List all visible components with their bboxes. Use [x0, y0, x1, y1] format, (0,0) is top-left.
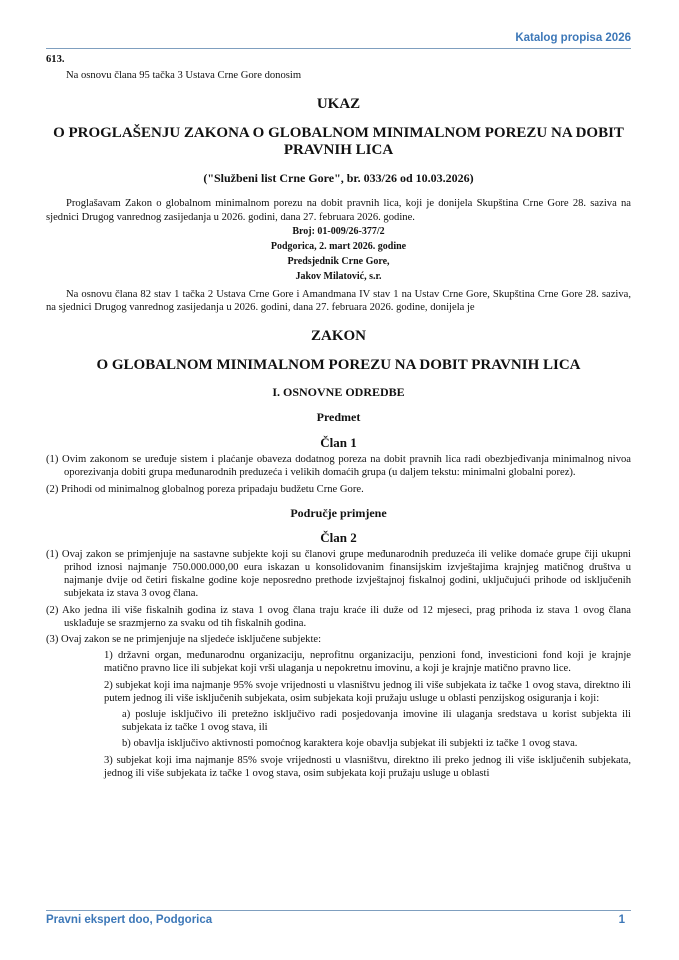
broj: Broj: 01-009/26-377/2: [292, 225, 385, 237]
clan-2-item-1: 1) državni organ, međunarodnu organizaciju, neprofitnu organizaciju, penzioni fond, investicioni fond koji je krajnje matično pravno lice ili subjekat koji vrši ulaganja u nepokretnu imovinu, a koji je krajnje matično pravno lice.: [104, 650, 631, 675]
clan-1-paragraph-2: (2) Prihodi od minimalnog globalnog poreza pripadaju budžetu Crne Gore.: [46, 483, 364, 495]
proclamation-text: Proglašavam Zakon o globalnom minimalnom porezu na dobit pravnih lica, koji je donijela Skupština Crne Gore 28. saziva na sjednici Drugog vanrednog zasijedanja u 2026. godini, dana 27. februara 2026. godine.: [46, 198, 631, 223]
clan-2-paragraph-1: (1) Ovaj zakon se primjenjuje na sastavne subjekte koji su članovi grupe međunarodnih preduzeća ili velike domaće grupe čiji ukupni prihod iznosi najmanje 750.000.000,00 eura iskazan u konsolidovanim finansijskim izvještajima krajnjeg matičnog društva u najmanje dvije od četiri fiskalne godine koje neposredno prethode izvještajnoj fiskalnoj godini, uključujući prihode od isključenih subjekata iz stava 3 ovog člana.: [46, 548, 631, 600]
clan-2-paragraph-3: (3) Ovaj zakon se ne primjenjuje na sljedeće isključene subjekte:: [46, 634, 322, 646]
clan-2-paragraph-2: (2) Ako jedna ili više fiskalnih godina iz stava 1 ovog člana traju kraće ili duže od 12 mjeseci, prag prihoda iz stava 1 ovog člana usklađuje se srazmjerno za svaku od tih fiskalnih godina.: [46, 604, 631, 629]
document-number: 613.: [46, 54, 65, 65]
place-date: Podgorica, 2. mart 2026. godine: [270, 240, 407, 252]
document-body: [46, 53, 631, 780]
heading-predmet: Predmet: [316, 410, 361, 425]
page-number: 1: [618, 914, 625, 926]
clan-2-item-2a: a) posluje isključivo ili pretežno isključivo radi posjedovanja imovine ili ulaganja sredstava u korist subjekta ili subjekata iz tačke 1 ovog stava, ili: [122, 709, 631, 734]
heading-podrucje: Područje primjene: [290, 505, 387, 520]
footer-publisher: Pravni ekspert doo, Podgorica: [46, 914, 213, 926]
ukaz-subtitle: O PROGLAŠENJU ZAKONA O GLOBALNOM MINIMALNOM POREZU NA DOBIT PRAVNIH LICA: [53, 125, 624, 159]
clan-2-title: Član 2: [320, 529, 357, 545]
page-header: [46, 28, 631, 49]
president-name: Jakov Milatović, s.r.: [295, 270, 382, 282]
section-heading: I. OSNOVNE ODREDBE: [272, 385, 405, 400]
page-footer: [46, 910, 631, 931]
clan-1-title: Član 1: [320, 435, 357, 451]
ukaz-title: UKAZ: [316, 96, 361, 113]
clan-2-item-2b: b) obavlja isključivo aktivnosti pomoćnog karaktera koje obavlja subjekat ili subjekti iz tačke 1 ovog stava.: [122, 738, 578, 750]
header-title: Katalog propisa 2026: [515, 32, 631, 44]
clan-2-item-3: 3) subjekat koji ima najmanje 85% svoje vrijednosti u vlasništvu, direktno ili preko jednog ili više isključenih subjekata, jednog ili više subjekata iz tačke 1 ovog stava, osim subjekata koji pružaju usluge u oblasti: [104, 754, 631, 779]
president-title: Predsjednik Crne Gore,: [287, 255, 390, 267]
zakon-subtitle: O GLOBALNOM MINIMALNOM POREZU NA DOBIT PRAVNIH LICA: [96, 357, 581, 374]
clan-2-item-2: 2) subjekat koji ima najmanje 95% svoje vrijednosti u vlasništvu jednog ili više subjekata iz tačke 1 ovog stava, direktno ili putem jednog ili više isključenih subjekata, osim subjekata koji pružaju usluge u oblasti penzijskog osiguranja i koji:: [104, 679, 631, 704]
zakon-title: ZAKON: [310, 328, 366, 345]
basis-text: Na osnovu člana 82 stav 1 tačka 2 Ustava Crne Gore i Amandmana IV stav 1 na Ustav Crne Gore, Skupština Crne Gore 28. saziva, na sjednici Drugog vanrednog zasijedanja u 2026. godini, dana 27. februara 2026. godine, donijela je: [46, 288, 631, 314]
gazette-reference: ("Službeni list Crne Gore", br. 033/26 od 10.03.2026): [203, 171, 474, 186]
clan-1-paragraph-1: (1) Ovim zakonom se uređuje sistem i plaćanje obaveza dodatnog poreza na dobit pravnih lica radi obezbjeđivanja minimalnog nivoa oporezivanja dobiti grupa međunarodnih preduzeća i velikih domaćih grupa (u daljem tekstu: minimalni globalni porez).: [46, 454, 631, 479]
intro-text: Na osnovu člana 95 tačka 3 Ustava Crne Gore donosim: [66, 70, 302, 82]
